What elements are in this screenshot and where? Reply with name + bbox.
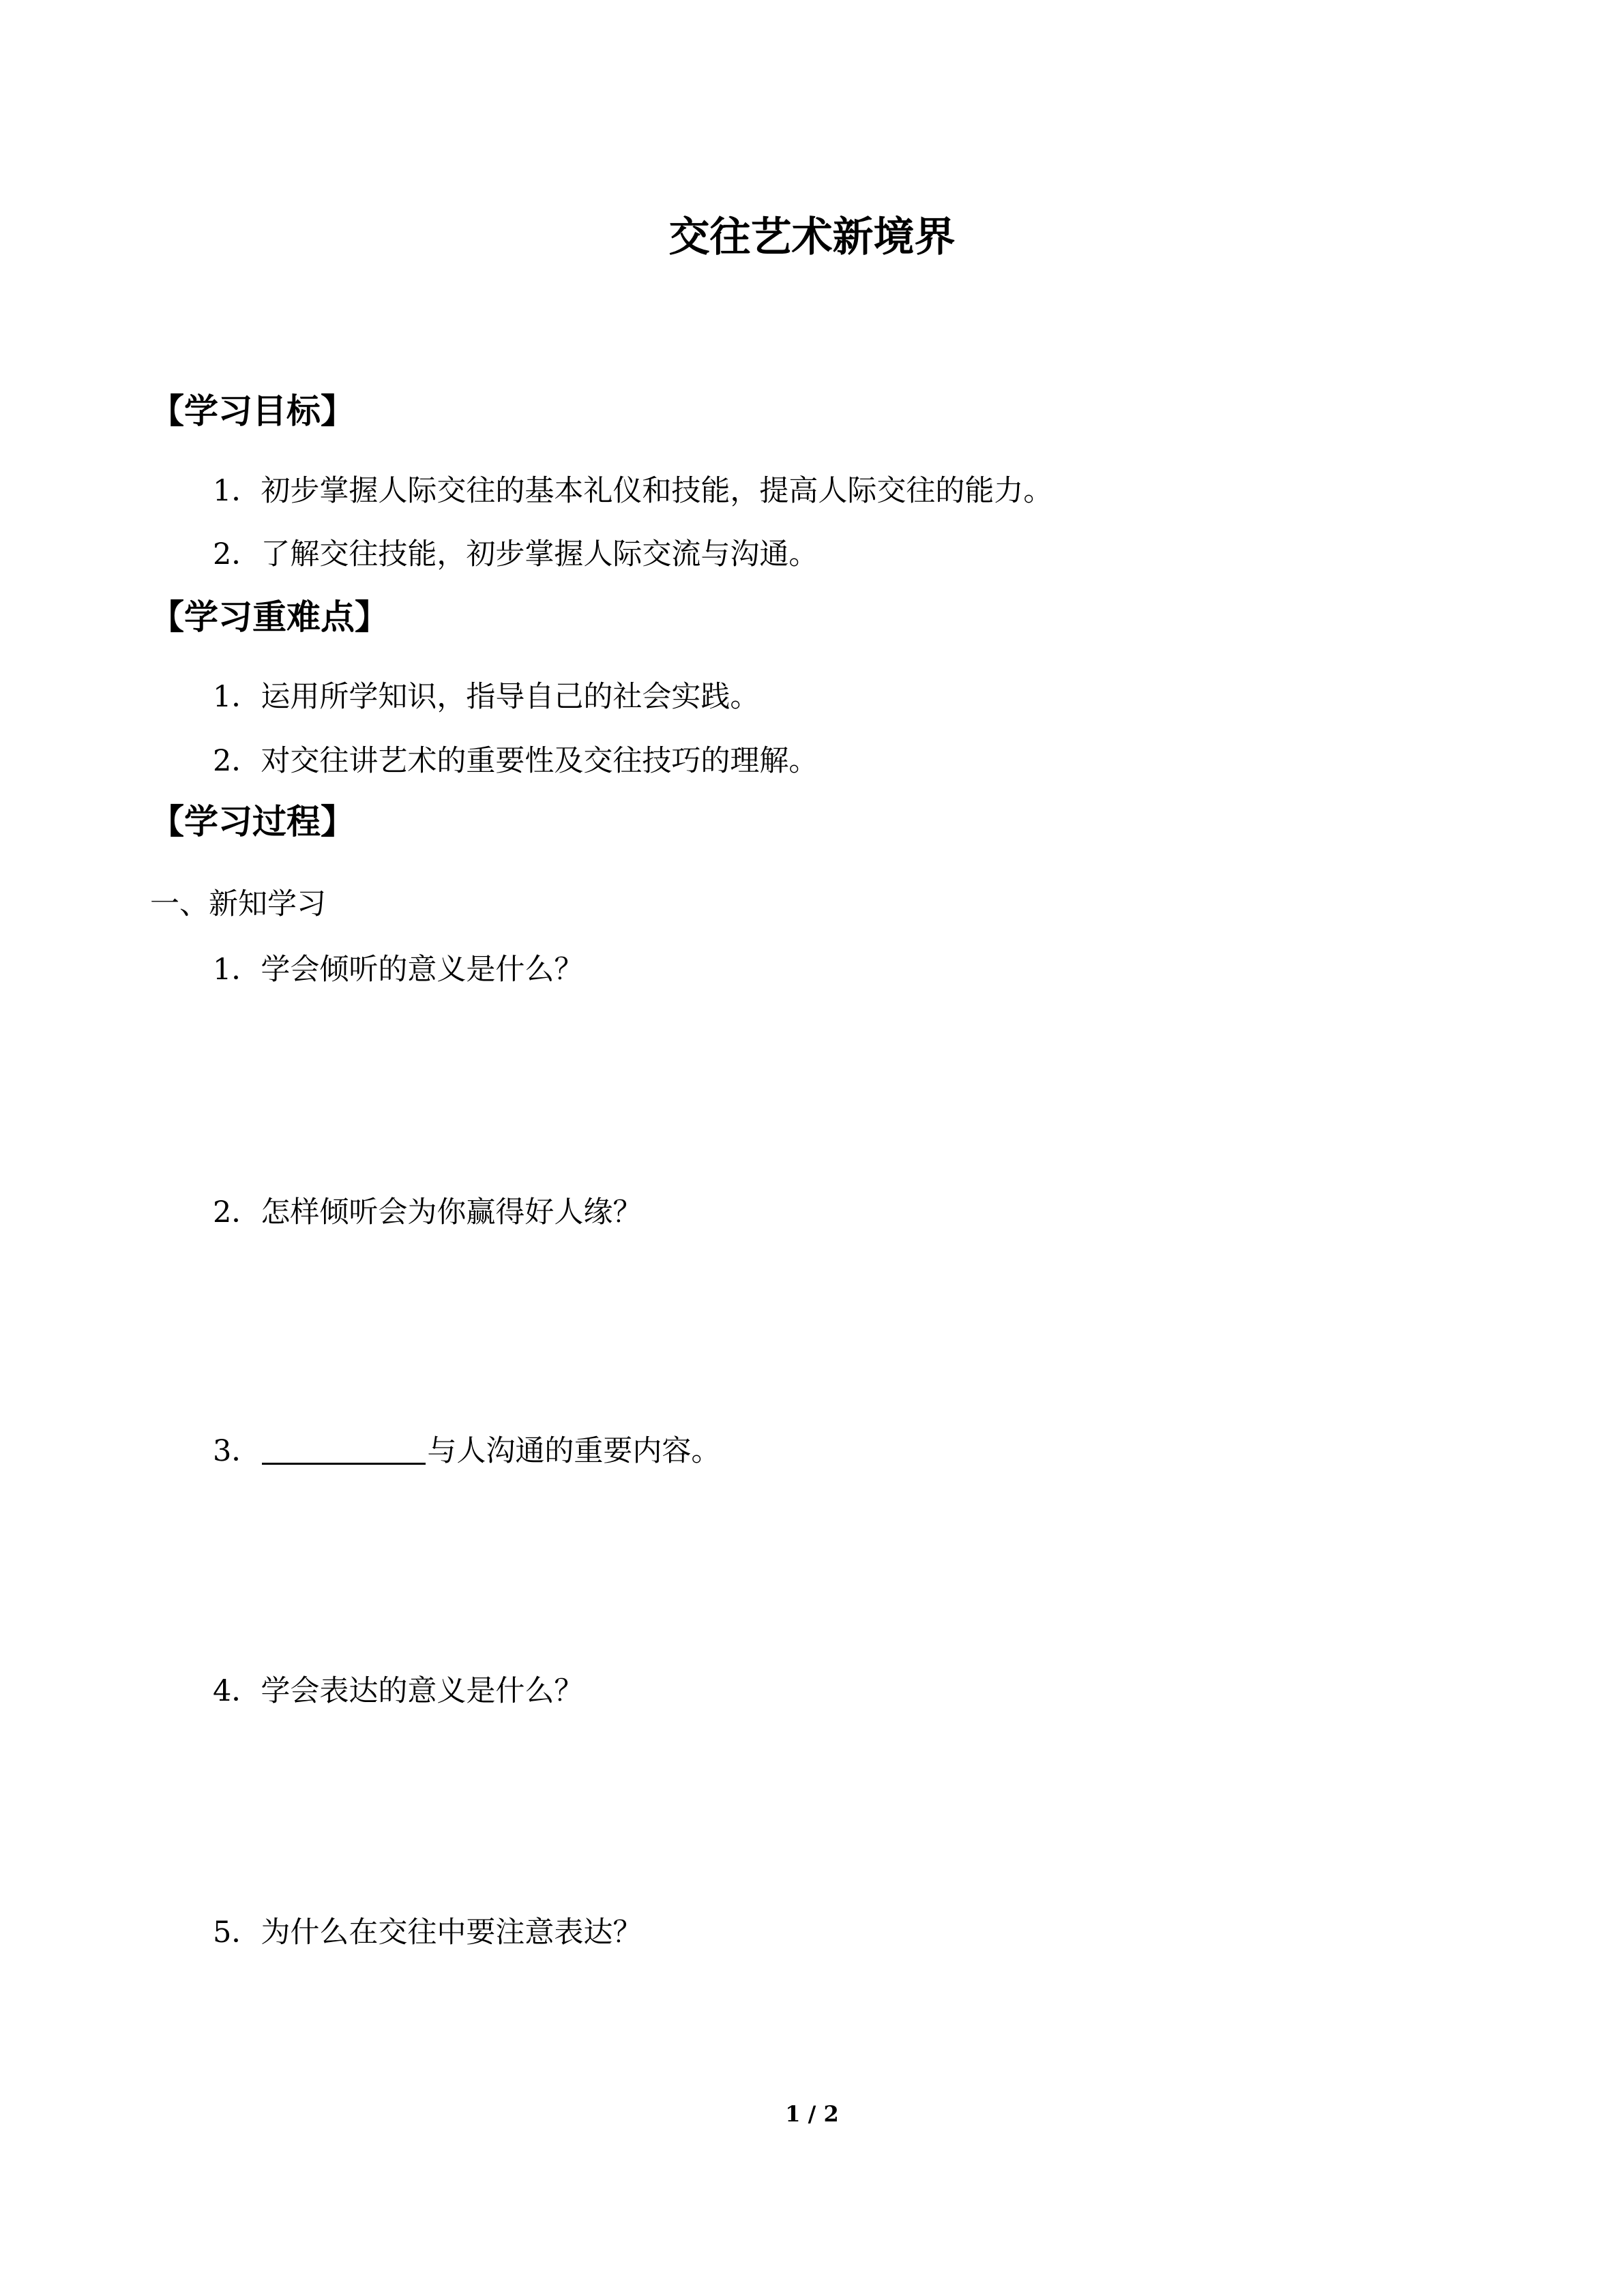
question-4: 4．学会表达的意义是什么？ bbox=[213, 1674, 584, 1708]
key-point-item-1: 1．运用所学知识，指导自己的社会实践。 bbox=[213, 680, 760, 714]
page-indicator: 1 / 2 bbox=[785, 2101, 839, 2127]
goal-item-2: 2．了解交往技能，初步掌握人际交流与沟通。 bbox=[213, 537, 818, 571]
question-3-text: 与人沟通的重要内容。 bbox=[427, 1434, 721, 1468]
goal-item-1: 1．初步掌握人际交往的基本礼仪和技能，提高人际交往的能力。 bbox=[213, 474, 1053, 508]
page-title: 交往艺术新境界 bbox=[668, 213, 956, 261]
question-3-number: 3． bbox=[213, 1434, 261, 1468]
heading-learning-process: 【学习过程】 bbox=[150, 801, 355, 841]
fill-in-blank[interactable] bbox=[262, 1434, 426, 1465]
question-3 bbox=[213, 1431, 720, 1472]
subsection-new-knowledge: 一、新知学习 bbox=[150, 887, 326, 921]
key-point-item-2: 2．对交往讲艺术的重要性及交往技巧的理解。 bbox=[213, 744, 818, 778]
heading-learning-goals: 【学习目标】 bbox=[150, 391, 355, 431]
heading-key-points: 【学习重难点】 bbox=[150, 597, 389, 637]
question-2: 2．怎样倾听会为你赢得好人缘？ bbox=[213, 1195, 643, 1229]
question-1: 1．学会倾听的意义是什么？ bbox=[213, 953, 584, 987]
question-5: 5．为什么在交往中要注意表达？ bbox=[213, 1915, 643, 1950]
